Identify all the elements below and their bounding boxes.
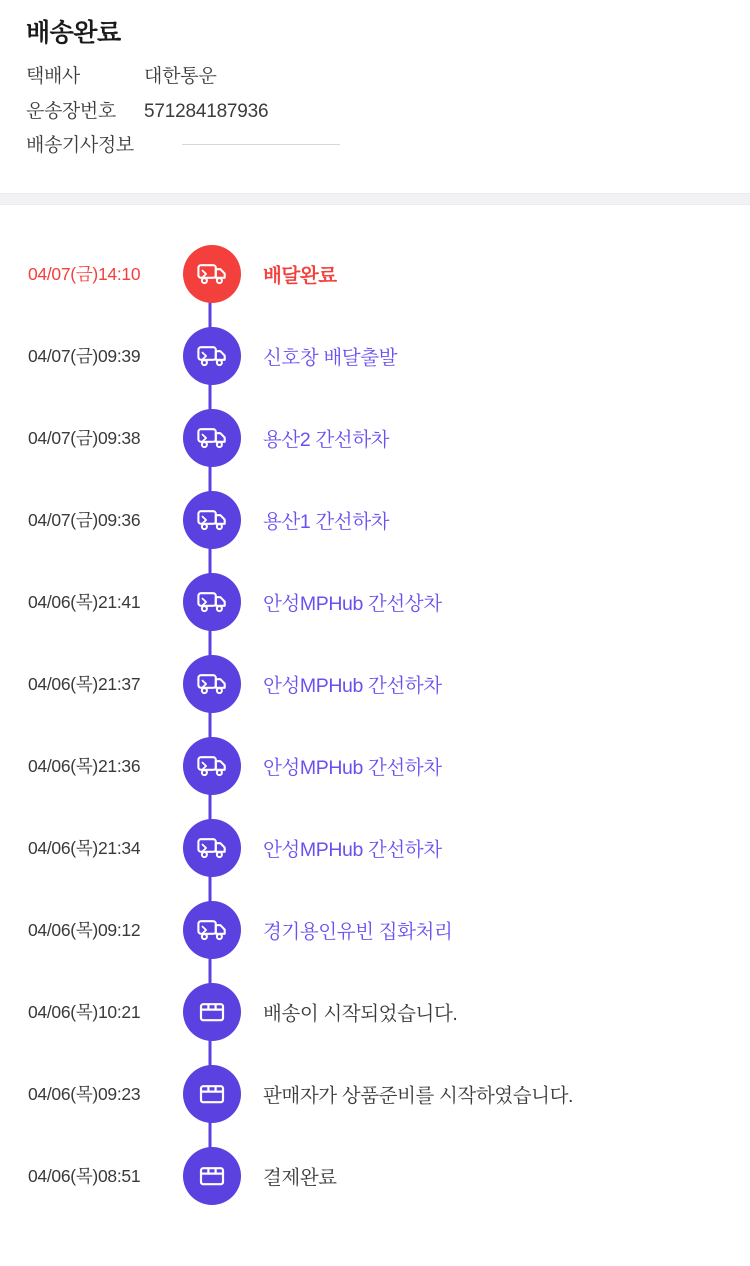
event-label: 용산2 간선하차 — [263, 428, 390, 451]
event-label: 안성MPHub 간선하차 — [263, 756, 442, 779]
box-icon — [183, 1065, 241, 1123]
box-icon — [183, 1147, 241, 1205]
truck-icon — [183, 327, 241, 385]
event-label: 안성MPHub 간선하차 — [263, 674, 442, 697]
event-date: 04/07(금)09:38 — [28, 428, 141, 449]
timeline-event — [0, 561, 750, 643]
truck-icon — [183, 491, 241, 549]
event-date: 04/06(목)21:34 — [28, 838, 141, 859]
event-label: 판매자가 상품준비를 시작하였습니다. — [263, 1084, 574, 1107]
carrier-row — [26, 64, 724, 90]
timeline-event — [0, 315, 750, 397]
carrier-label: 택배사 — [26, 66, 80, 87]
box-icon — [183, 983, 241, 1041]
timeline-event — [0, 971, 750, 1053]
timeline-event — [0, 807, 750, 889]
timeline-event — [0, 725, 750, 807]
event-date: 04/06(목)09:12 — [28, 920, 141, 941]
timeline-event — [0, 1135, 750, 1217]
shipment-header — [0, 0, 750, 175]
event-label: 안성MPHub 간선하차 — [263, 838, 442, 861]
tracking-number-row — [26, 99, 724, 125]
section-divider — [0, 193, 750, 205]
delivery-timeline — [0, 205, 750, 1247]
driver-info-row — [26, 133, 724, 159]
driver-info-label: 배송기사정보 — [26, 135, 134, 157]
event-date: 04/07(금)09:36 — [28, 510, 141, 531]
page-title: 배송완료 — [26, 19, 121, 47]
timeline-events — [0, 233, 750, 1217]
timeline-event — [0, 397, 750, 479]
event-date: 04/06(목)21:36 — [28, 756, 141, 777]
tracking-number-value: 571284187936 — [144, 100, 269, 122]
timeline-event — [0, 1053, 750, 1135]
event-label: 경기용인유빈 집화처리 — [263, 920, 453, 943]
truck-icon — [183, 819, 241, 877]
event-date: 04/07(금)14:10 — [28, 264, 141, 285]
timeline-event — [0, 643, 750, 725]
truck-icon — [183, 655, 241, 713]
event-date: 04/06(목)09:23 — [28, 1084, 141, 1105]
event-date: 04/06(목)21:41 — [28, 592, 141, 613]
tracking-number-label: 운송장번호 — [26, 100, 116, 122]
truck-icon — [183, 901, 241, 959]
event-label: 배달완료 — [263, 264, 337, 287]
event-label: 신호창 배달출발 — [263, 346, 398, 369]
truck-icon — [183, 409, 241, 467]
event-label: 안성MPHub 간선상차 — [263, 592, 442, 615]
event-date: 04/06(목)21:37 — [28, 674, 141, 695]
event-label: 배송이 시작되었습니다. — [263, 1002, 458, 1025]
truck-icon — [183, 573, 241, 631]
event-date: 04/06(목)10:21 — [28, 1002, 141, 1023]
carrier-value: 대한통운 — [144, 66, 217, 87]
event-label: 결제완료 — [263, 1166, 337, 1189]
truck-icon — [183, 737, 241, 795]
truck-icon — [183, 245, 241, 303]
timeline-event — [0, 479, 750, 561]
event-date: 04/06(목)08:51 — [28, 1166, 141, 1187]
event-label: 용산1 간선하차 — [263, 510, 390, 533]
timeline-event — [0, 889, 750, 971]
timeline-event — [0, 233, 750, 315]
driver-info-placeholder-line — [182, 144, 340, 145]
event-date: 04/07(금)09:39 — [28, 346, 141, 367]
